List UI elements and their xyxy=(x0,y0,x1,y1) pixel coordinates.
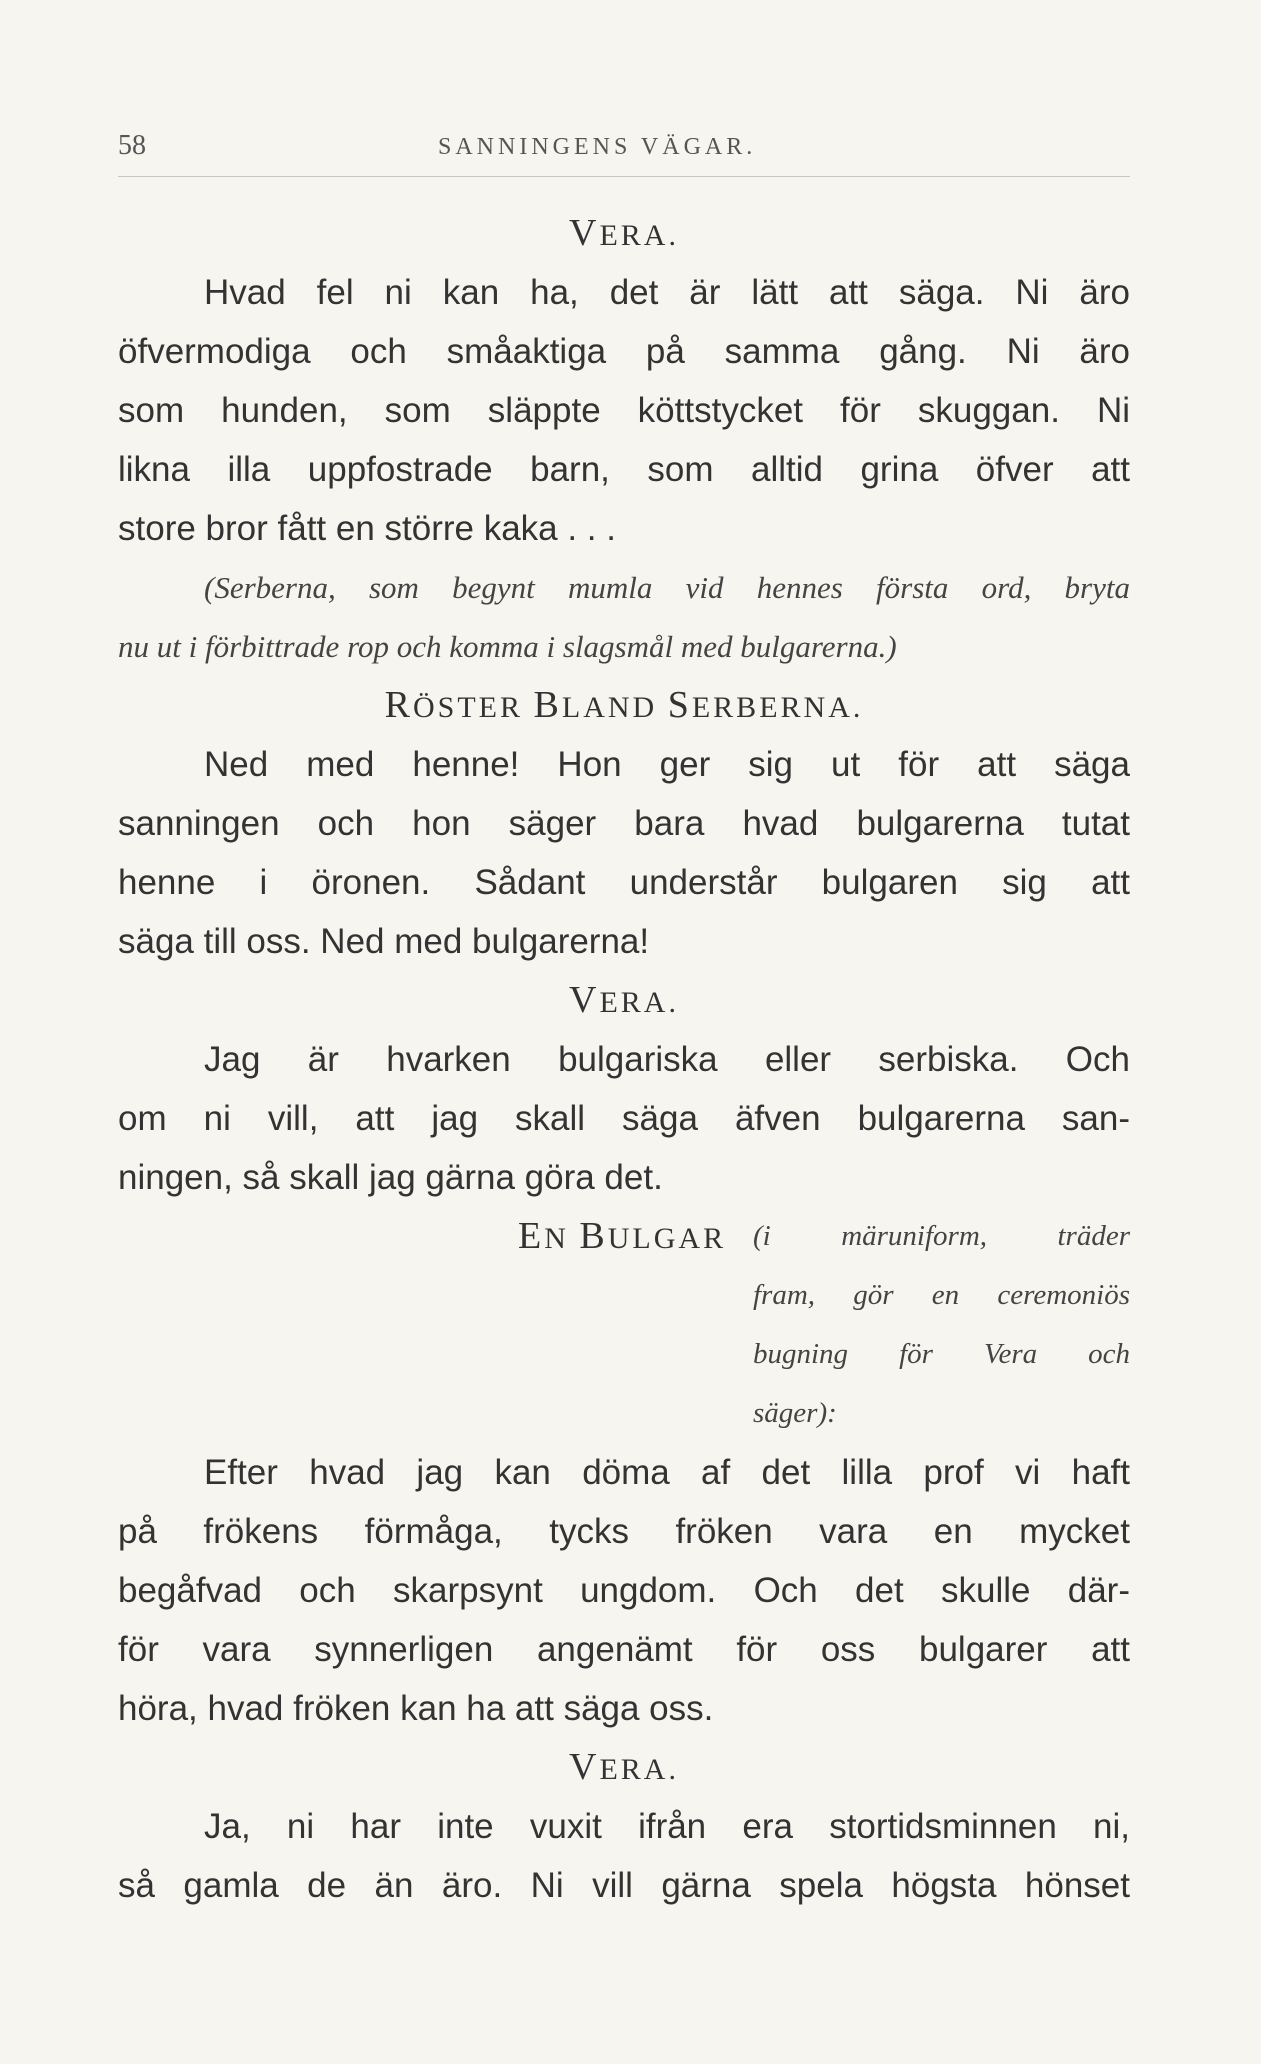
text-line: öfvermodiga och småaktiga på samma gång. Ni äro xyxy=(118,332,1130,371)
speaker-en-bulgar-block xyxy=(118,1207,1130,1443)
stage-line: bugning för Vera och xyxy=(753,1338,1130,1370)
running-title: SANNINGENS VÄGAR. xyxy=(438,134,757,160)
paragraph-4 xyxy=(118,1443,1130,1738)
page-body xyxy=(118,204,1130,1915)
speaker-vera-1: VERA. xyxy=(569,212,679,254)
text-line: Hvad fel ni kan ha, det är lätt att säga. Ni äro xyxy=(204,273,1130,312)
stage-line: (i märuniform, träder xyxy=(753,1220,1130,1252)
text-line: Jag är hvarken bulgariska eller serbiska. Och xyxy=(204,1040,1130,1079)
text-line: för vara synnerligen angenämt för oss bulgarer att xyxy=(118,1630,1130,1669)
text-line: henne i öronen. Sådant understår bulgaren sig att xyxy=(118,863,1130,902)
stage-line: säger): xyxy=(753,1397,837,1429)
paragraph-1 xyxy=(118,263,1130,558)
text-line: säga till oss. Ned med bulgarerna! xyxy=(118,922,650,961)
text-line: Efter hvad jag kan döma af det lilla prof vi haft xyxy=(204,1453,1130,1492)
paragraph-5 xyxy=(118,1797,1130,1915)
stage-line: fram, gör en ceremoniös xyxy=(753,1279,1130,1311)
speaker-roster: RÖSTER BLAND SERBERNA. xyxy=(384,684,864,726)
text-line: Ned med henne! Hon ger sig ut för att säga xyxy=(204,745,1130,784)
text-line: sanningen och hon säger bara hvad bulgarerna tutat xyxy=(118,804,1130,843)
stage-direction-2 xyxy=(753,1207,1130,1443)
text-line: ningen, så skall jag gärna göra det. xyxy=(118,1158,663,1197)
paragraph-3 xyxy=(118,1030,1130,1207)
text-line: höra, hvad fröken kan ha att säga oss. xyxy=(118,1689,714,1728)
header-rule xyxy=(118,176,1130,177)
text-line: store bror fått en större kaka . . . xyxy=(118,509,616,548)
speaker-vera-2: VERA. xyxy=(569,979,679,1021)
stage-line: (Serberna, som begynt mumla vid hennes första ord, bryta xyxy=(204,570,1130,605)
stage-direction-1 xyxy=(118,558,1130,676)
text-line: begåfvad och skarpsynt ungdom. Och det skulle där- xyxy=(118,1571,1130,1610)
text-line: likna illa uppfostrade barn, som alltid grina öfver att xyxy=(118,450,1130,489)
text-line: Ja, ni har inte vuxit ifrån era stortidsminnen ni, xyxy=(204,1807,1130,1846)
text-line: som hunden, som släppte köttstycket för skuggan. Ni xyxy=(118,391,1130,430)
page-header xyxy=(118,130,1130,170)
text-line: om ni vill, att jag skall säga äfven bulgarerna san- xyxy=(118,1099,1130,1138)
speaker-vera-3: VERA. xyxy=(569,1746,679,1788)
page-number: 58 xyxy=(118,130,146,161)
paragraph-2 xyxy=(118,735,1130,971)
speaker-en-bulgar: EN BULGAR xyxy=(518,1215,727,1257)
stage-line: nu ut i förbittrade rop och komma i slagsmål med bulgarerna.) xyxy=(118,629,897,664)
text-line: så gamla de än äro. Ni vill gärna spela högsta hönset xyxy=(118,1866,1130,1905)
text-line: på frökens förmåga, tycks fröken vara en mycket xyxy=(118,1512,1130,1551)
